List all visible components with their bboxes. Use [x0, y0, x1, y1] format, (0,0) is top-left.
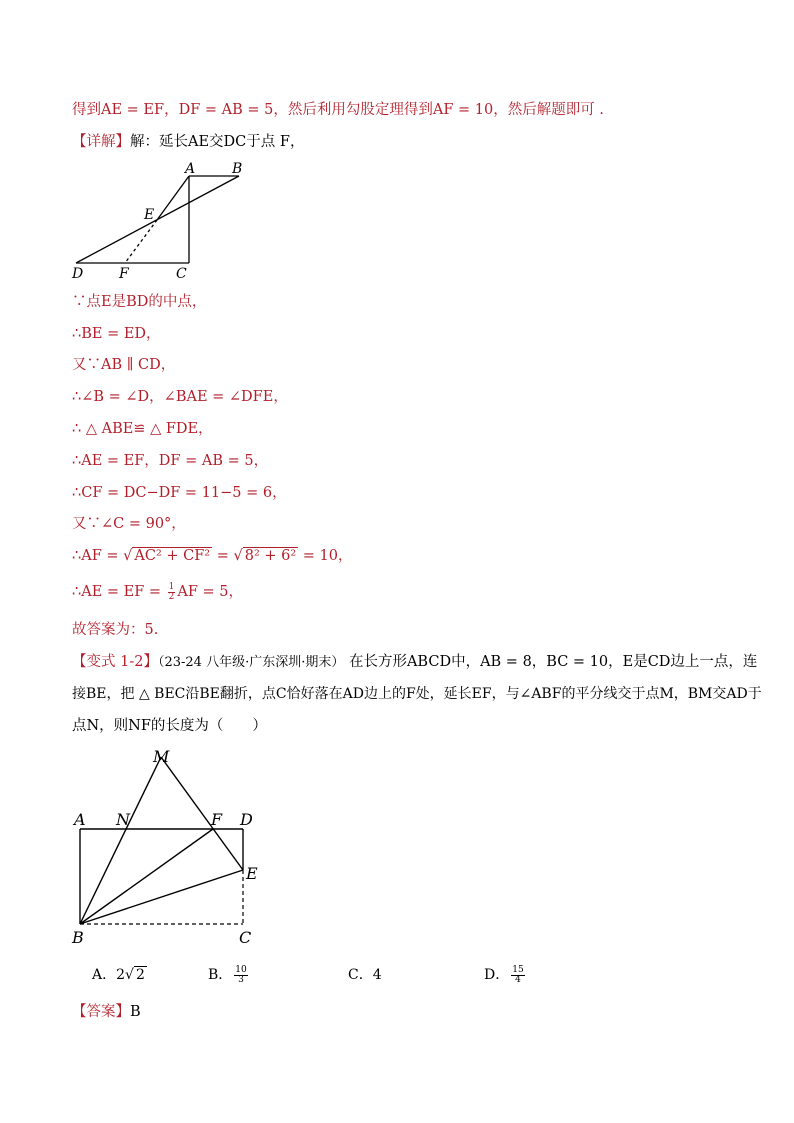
- proof-line-10: [72, 582, 243, 602]
- ae-prefix: ∴AE = EF =: [72, 584, 166, 600]
- label-E: E: [246, 864, 258, 883]
- label-A: A: [185, 161, 196, 177]
- question-source: （23-24 八年级·广东深圳·期末）: [157, 655, 345, 670]
- af-result: = 10，: [298, 548, 353, 564]
- label-D: D: [72, 266, 84, 282]
- radicand-1: AC² + CF²: [134, 548, 211, 564]
- label-D: D: [240, 810, 253, 829]
- label-C: C: [239, 928, 252, 947]
- option-d-numerator: 15: [512, 964, 524, 975]
- option-d-label: D．: [484, 967, 510, 983]
- sqrt-sign-1: √: [123, 548, 133, 564]
- proof-line-1: ∵点E是BD的中点，: [72, 294, 207, 310]
- label-F: F: [119, 266, 129, 282]
- equals-1: =: [212, 548, 234, 564]
- option-a-sqrt-sign: √: [125, 967, 134, 983]
- option-d-denominator: 4: [515, 974, 521, 985]
- half-fraction: [168, 583, 176, 602]
- answer-line: [72, 1002, 141, 1022]
- question-line-2: 接BE，把 △ BEC沿BE翻折，点C恰好落在AD边上的F处，延长EF，与∠ABF的平分线交于点M，BM交AD于: [72, 686, 762, 702]
- answer-statement: 故答案为：5.: [72, 622, 159, 638]
- proof-line-7: ∴CF = DC−DF = 11−5 = 6，: [72, 485, 287, 501]
- sqrt-sign-2: √: [233, 548, 243, 564]
- proof-line-4: ∴∠B = ∠D，∠BAE = ∠DFE，: [72, 389, 288, 405]
- label-B: B: [232, 161, 243, 177]
- option-d-fraction: [511, 966, 524, 985]
- option-a-coefficient: 2: [116, 967, 126, 983]
- option-d[interactable]: [484, 964, 527, 986]
- radicand-2: 8² + 6²: [244, 548, 297, 564]
- detail-text: 解：延长AE交DC于点 F，: [130, 134, 305, 150]
- segment-BE: [80, 870, 243, 924]
- segment-EF-dashed: [125, 220, 157, 263]
- label-M: M: [153, 747, 170, 766]
- fraction-numerator: 1: [168, 581, 175, 592]
- label-A: A: [74, 810, 86, 829]
- label-E: E: [144, 207, 155, 223]
- option-a-label: A．: [92, 967, 117, 983]
- proof-line-5: ∴ △ ABE≌ △ FDE，: [72, 421, 213, 437]
- option-a-radicand: 2: [135, 967, 145, 983]
- option-c[interactable]: [348, 964, 382, 986]
- question-line-3: 点N，则NF的长度为（ ）: [72, 718, 267, 734]
- answer-value: B: [130, 1004, 141, 1020]
- segment-ME: [161, 757, 243, 870]
- question-line-1: [72, 652, 757, 673]
- option-b-denominator: 3: [238, 974, 244, 985]
- solution-hint-line: 得到AE = EF，DF = AB = 5，然后利用勾股定理得到AF = 10，然后解题即可 .: [72, 102, 604, 118]
- option-b[interactable]: [208, 964, 250, 986]
- af-prefix: ∴AF =: [72, 548, 124, 564]
- fraction-denominator: 2: [168, 591, 175, 602]
- proof-line-2: ∴BE = ED，: [72, 326, 161, 342]
- answer-tag: 【答案】: [72, 1004, 130, 1020]
- label-N: N: [116, 810, 130, 829]
- figure-1-diagram: [68, 156, 278, 282]
- option-b-fraction: [234, 966, 247, 985]
- variant-tag: 【变式 1-2】: [72, 654, 158, 670]
- question-text-1: 在长方形ABCD中，AB = 8，BC = 10，E是CD边上一点，连: [344, 654, 758, 670]
- figure-2-diagram: [70, 745, 280, 950]
- proof-line-3: 又∵AB ∥ CD，: [72, 357, 176, 373]
- segment-BF: [80, 829, 213, 924]
- segment-AE: [157, 176, 189, 220]
- option-b-label: B．: [208, 967, 233, 983]
- option-b-numerator: 10: [235, 964, 247, 975]
- label-B: B: [72, 928, 84, 947]
- option-a[interactable]: [92, 964, 147, 986]
- proof-line-9: [72, 546, 353, 566]
- detail-tag: 【详解】: [72, 134, 130, 150]
- segment-BM: [80, 757, 161, 924]
- label-F: F: [211, 810, 223, 829]
- proof-line-8: 又∵∠C = 90°，: [72, 516, 186, 532]
- answer-options: [92, 964, 612, 988]
- option-c-value: 4: [372, 967, 382, 983]
- label-C: C: [176, 266, 187, 282]
- option-c-label: C．: [348, 967, 373, 983]
- proof-line-6: ∴AE = EF，DF = AB = 5，: [72, 453, 269, 469]
- ae-result: AF = 5，: [177, 584, 244, 600]
- detail-line: [72, 132, 304, 152]
